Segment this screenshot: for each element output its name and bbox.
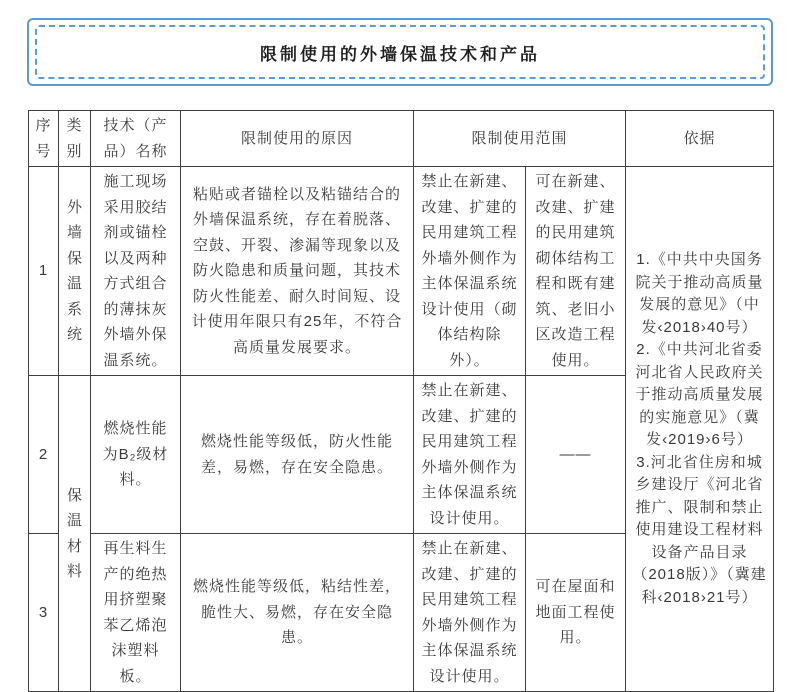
basis-item-1: 1.《中共中央国务院关于推动高质量发展的意见》（中发‹2018›40号） <box>635 251 764 336</box>
category-vertical-label: 外墙保温系统 <box>67 198 83 343</box>
col-header-basis: 依据 <box>626 111 774 167</box>
scope-prohibited-cell: 禁止在新建、改建、扩建的民用建筑工程外墙外侧作为主体保温系统设计使用（砌体结构除外）。 <box>414 167 526 376</box>
product-name-cell: 燃烧性能为B₂级材料。 <box>91 376 181 534</box>
basis-cell <box>626 167 774 692</box>
col-header-scope: 限制使用范围 <box>414 111 626 167</box>
product-name-cell: 再生料生产的绝热用挤塑聚苯乙烯泡沫塑料板。 <box>91 534 181 692</box>
restriction-table <box>28 110 774 692</box>
row-number: 2 <box>29 376 59 534</box>
scope-allowed-cell: 可在屋面和地面工程使用。 <box>526 534 626 692</box>
title-box <box>27 18 773 86</box>
restriction-reason-cell: 粘贴或者锚栓以及粘锚结合的外墙保温系统，存在着脱落、空鼓、开裂、渗漏等现象以及防火隐患和质量问题，其技术防火性能差、耐久时间短、设计使用年限只有25年，不符合高质量发展要求。 <box>181 167 414 376</box>
restriction-reason-cell: 燃烧性能等级低，防火性能差，易燃，存在安全隐患。 <box>181 376 414 534</box>
col-header-reason: 限制使用的原因 <box>181 111 414 167</box>
product-name-cell: 施工现场采用胶结剂或锚栓以及两种方式组合的薄抹灰外墙外保温系统。 <box>91 167 181 376</box>
category-cell-wall-insulation-system <box>59 167 91 376</box>
title-inner-dashed-border <box>35 25 765 79</box>
col-header-no: 序号 <box>29 111 59 167</box>
basis-item-3: 3.河北省住房和城乡建设厅《河北省推广、限制和禁止使用建设工程材料设备产品目录（2018版）》（冀建科‹2018›21号） <box>632 453 767 606</box>
restriction-reason-cell: 燃烧性能等级低，粘结性差，脆性大、易燃，存在安全隐患。 <box>181 534 414 692</box>
scope-prohibited-cell: 禁止在新建、改建、扩建的民用建筑工程外墙外侧作为主体保温系统设计使用。 <box>414 376 526 534</box>
scope-allowed-cell: —— <box>526 376 626 534</box>
page-title: 限制使用的外墙保温技术和产品 <box>260 44 540 64</box>
table-header-row <box>29 111 774 167</box>
scope-allowed-cell: 可在新建、改建、扩建的民用建筑砌体结构工程和既有建筑、老旧小区改造工程使用。 <box>526 167 626 376</box>
row-number: 1 <box>29 167 59 376</box>
col-header-category: 类别 <box>59 111 91 167</box>
category-vertical-label: 保温材料 <box>67 486 83 580</box>
table-row-1 <box>29 167 774 376</box>
col-header-product-name: 技术（产品）名称 <box>91 111 181 167</box>
scope-prohibited-cell: 禁止在新建、改建、扩建的民用建筑工程外墙外侧作为主体保温系统设计使用。 <box>414 534 526 692</box>
basis-item-2: 2.《中共河北省委河北省人民政府关于推动高质量发展的实施意见》（冀发‹2019›6号） <box>635 341 764 448</box>
row-number: 3 <box>29 534 59 692</box>
category-cell-insulation-material <box>59 376 91 692</box>
